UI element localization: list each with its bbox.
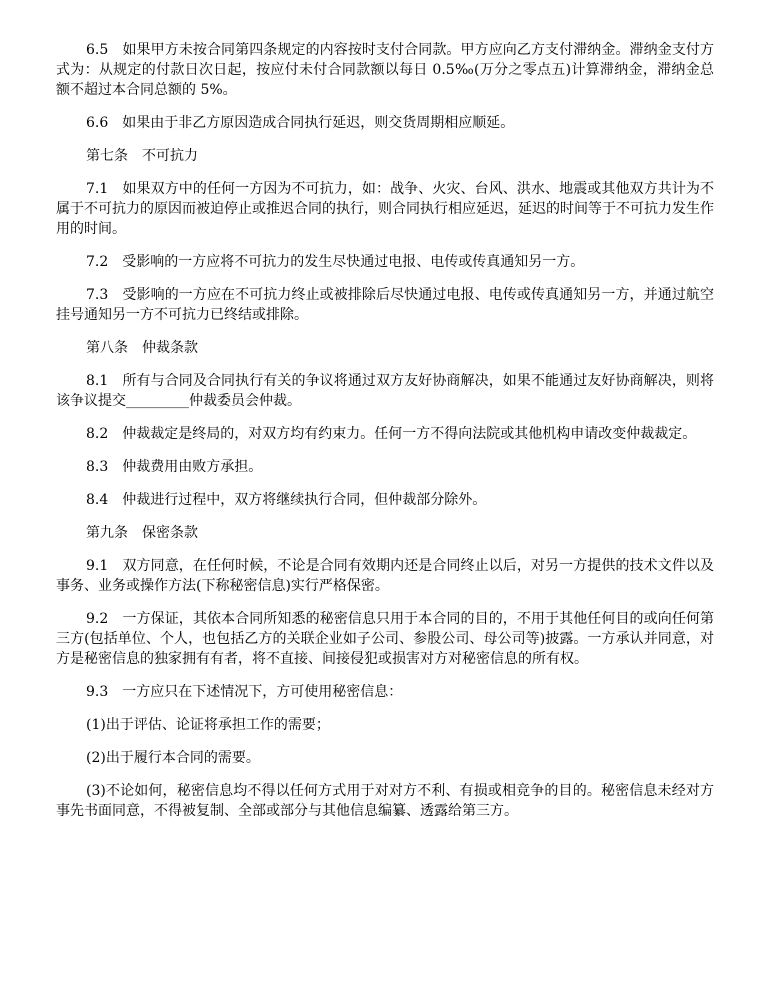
clause-8-1: 8.1 所有与合同及合同执行有关的争议将通过双方友好协商解决，如果不能通过友好协商解决，则将该争议提交_________仲裁委员会仲裁。: [56, 373, 714, 409]
clause-7-1: 7.1 如果双方中的任何一方因为不可抗力，如：战争、火灾、台风、洪水、地震或其他双方共计为不属于不可抗力的原因而被迫停止或推迟合同的执行，则合同执行相应延迟，延迟的时间等于不可抗力发生作用的时间。: [56, 181, 714, 237]
clause-9-2: 9.2 一方保证，其依本合同所知悉的秘密信息只用于本合同的目的，不用于其他任何目的或向任何第三方(包括单位、个人，也包括乙方的关联企业如子公司、参股公司、母公司等)披露。一方承认并同意，对方是秘密信息的独家拥有有者，将不直接、间接侵犯或损害对方对秘密信息的所有权。: [56, 611, 714, 667]
clause-8-4: 8.4 仲裁进行过程中，双方将继续执行合同，但仲裁部分除外。: [86, 492, 487, 508]
clause-6-6: 6.6 如果由于非乙方原因造成合同执行延迟，则交货周期相应顺延。: [86, 115, 515, 131]
clause-7-2: 7.2 受影响的一方应将不可抗力的发生尽快通过电报、电传或传真通知另一方。: [86, 254, 585, 270]
clause-9-3: 9.3 一方应只在下述情况下，方可使用秘密信息：: [86, 684, 403, 700]
clause-8-2: 8.2 仲裁裁定是终局的，对双方均有约束力。任何一方不得向法院或其他机构申请改变仲裁裁定。: [86, 426, 697, 442]
list-item-2: (2)出于履行本合同的需要。: [86, 750, 260, 766]
clause-9-1: 9.1 双方同意，在任何时候，不论是合同有效期内还是合同终止以后，对另一方提供的技术文件以及事务、业务或操作方法(下称秘密信息)实行严格保密。: [56, 558, 714, 594]
list-item-3: (3)不论如何，秘密信息均不得以任何方式用于对对方不利、有损或相竞争的目的。秘密信息未经对方事先书面同意，不得被复制、全部或部分与其他信息编纂、透露给第三方。: [56, 783, 714, 819]
list-item-1: (1)出于评估、论证将承担工作的需要；: [86, 717, 330, 733]
article-7-heading: 第七条 不可抗力: [86, 148, 198, 164]
clause-7-3: 7.3 受影响的一方应在不可抗力终止或被排除后尽快通过电报、电传或传真通知另一方，并通过航空挂号通知另一方不可抗力已终结或排除。: [56, 287, 714, 323]
article-8-heading: 第八条 仲裁条款: [86, 340, 198, 356]
clause-6-5: 6.5 如果甲方未按合同第四条规定的内容按时支付合同款。甲方应向乙方支付滞纳金。滞纳金支付方式为：从规定的付款日次日起，按应付未付合同款额以每日 0.5‰(万分之零点五)计算滞纳金，滞纳金总额不超过本合同总额的 5%。: [56, 42, 714, 98]
article-9-heading: 第九条 保密条款: [86, 525, 198, 541]
clause-8-3: 8.3 仲裁费用由败方承担。: [86, 459, 263, 475]
